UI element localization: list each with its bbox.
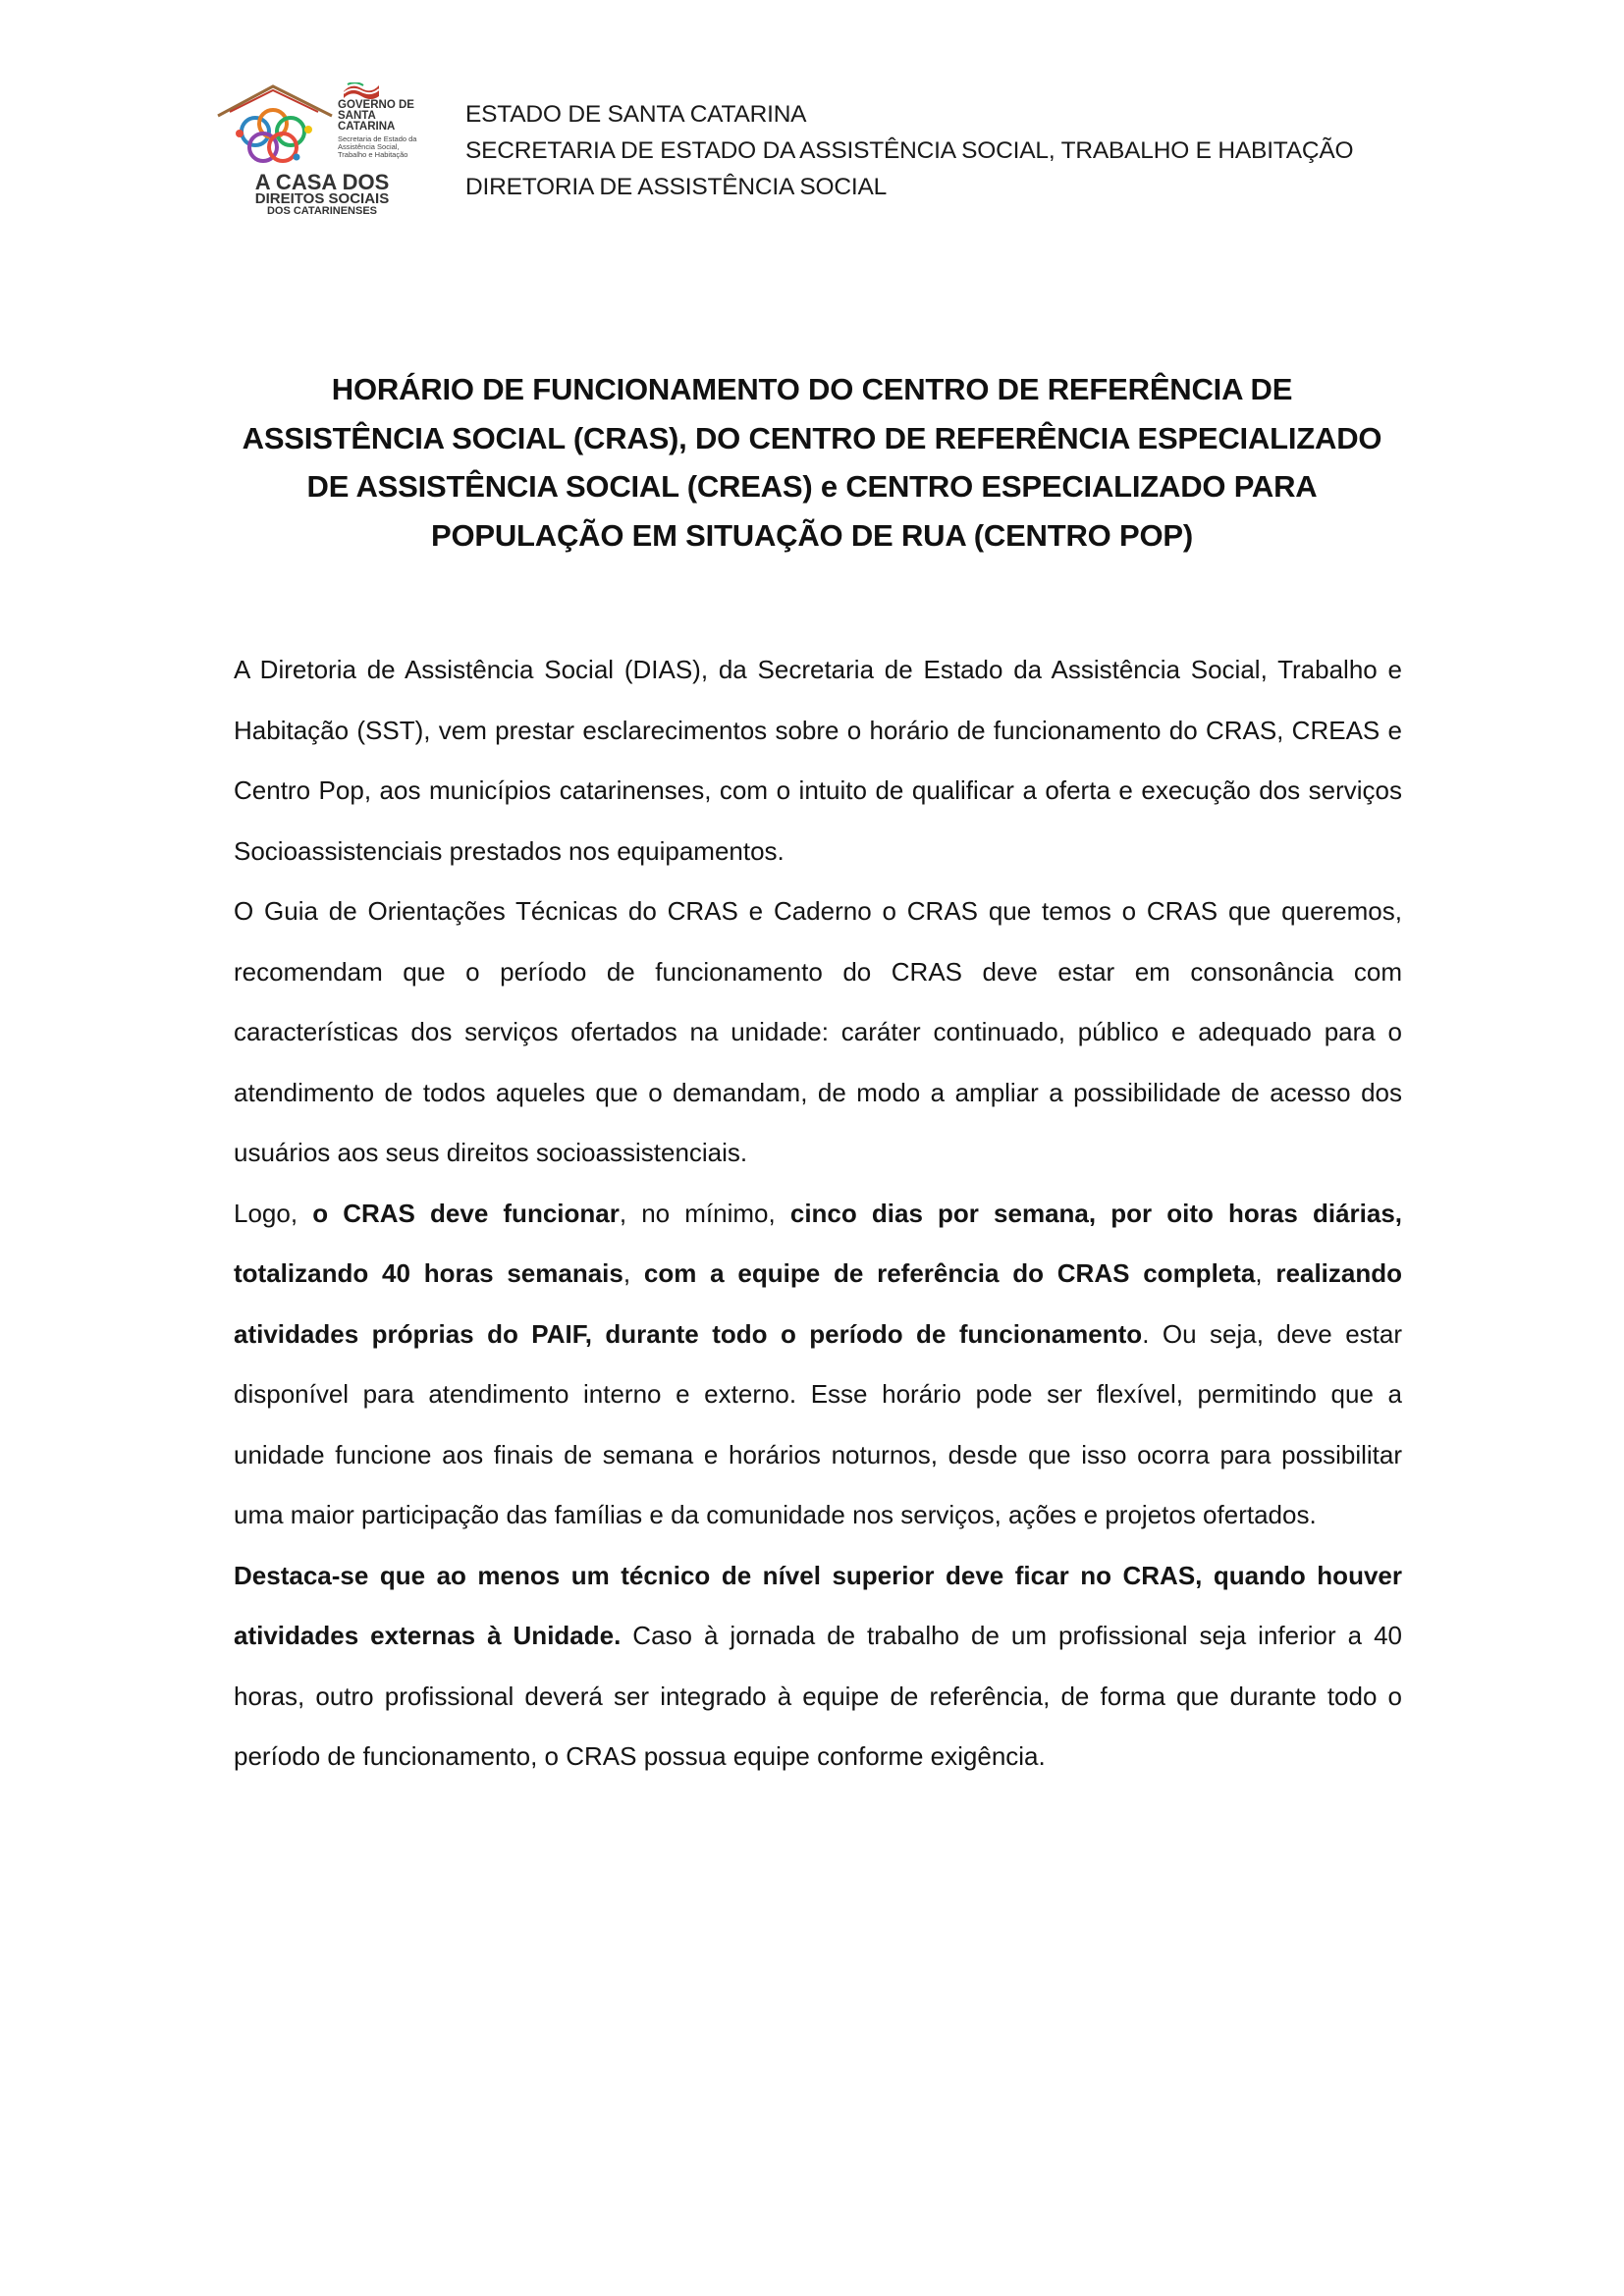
logo	[212, 80, 420, 218]
text-run: , no mínimo,	[619, 1198, 790, 1228]
header-state: ESTADO DE SANTA CATARINA	[465, 101, 807, 128]
paragraph-4	[234, 1546, 1402, 1788]
text-run: . Ou seja, deve estar disponível para atendimento interno e externo. Esse horário pode ser flexível, permitindo que a unidade funcione aos finais de semana e horários noturnos, desde que isso ocorra para possibilitar uma maior participação das famílias e da comunidade nos serviços, ações e projetos ofertados.	[234, 1318, 1402, 1529]
logo-line-3: DOS CATARINENSES	[266, 205, 378, 217]
title-line: ASSISTÊNCIA SOCIAL (CRAS), DO CENTRO DE REFERÊNCIA ESPECIALIZADO	[242, 420, 1382, 455]
header-directorate: DIRETORIA DE ASSISTÊNCIA SOCIAL	[465, 174, 888, 200]
bold-run: cinco dias por semana, por oito horas diárias, totalizando 40 horas semanais	[234, 1198, 1403, 1288]
document-title	[226, 365, 1398, 560]
paragraph-1: A Diretoria de Assistência Social (DIAS), da Secretaria de Estado da Assistência Social, Trabalho e Habitação (SST), vem prestar esclarecimentos sobre o horário de funcionamento do CRAS, CREAS e Centro Pop, aos municípios catarinenses, com o intuito de qualificar a oferta e execução dos serviços Socioassistenciais prestados nos equipamentos.	[234, 655, 1402, 866]
gov-subtitle: Secretaria de Estado da Assistência Social, Trabalho e Habitação	[338, 134, 417, 159]
government-emblem	[338, 82, 418, 181]
letterhead-text	[465, 96, 1437, 205]
letterhead	[212, 80, 1439, 228]
text-run: Caso à jornada de trabalho de um profissional seja inferior a 40 horas, outro profissional deverá ser integrado à equipe de referência, de forma que durante todo o período de funcionamento, o CRAS possua equipe conforme exigência.	[234, 1621, 1402, 1771]
bold-run: o CRAS deve funcionar	[312, 1198, 620, 1228]
text-run: ,	[623, 1258, 644, 1288]
title-line: POPULAÇÃO EM SITUAÇÃO DE RUA (CENTRO POP)	[430, 517, 1193, 553]
gov-title: GOVERNO DE SANTA CATARINA	[338, 99, 414, 133]
bold-run: realizando atividades próprias do PAIF, durante todo o período de funcionamento	[234, 1258, 1402, 1349]
bold-run: Destaca-se que ao menos um técnico de nível superior deve ficar no CRAS, quando houver atividades externas à Unidade.	[234, 1560, 1402, 1650]
text-run: ,	[1255, 1258, 1276, 1288]
header-secretariat: SECRETARIA DE ESTADO DA ASSISTÊNCIA SOCIAL, TRABALHO E HABITAÇÃO	[465, 137, 1354, 164]
logo-line-2: DIREITOS SOCIAIS	[254, 190, 390, 207]
bold-run: com a equipe de referência do CRAS completa	[643, 1258, 1256, 1288]
paragraph-2: O Guia de Orientações Técnicas do CRAS e Caderno o CRAS que temos o CRAS que queremos, recomendam que o período de funcionamento do CRAS deve estar em consonância com características dos serviços ofertados na unidade: caráter continuado, público e adequado para o atendimento de todos aqueles que o demandam, de modo a ampliar a possibilidade de acesso dos usuários aos seus direitos socioassistenciais.	[234, 896, 1402, 1167]
flag-icon	[342, 82, 381, 100]
document-body	[234, 640, 1402, 1788]
paragraph-3	[234, 1184, 1402, 1546]
title-line: DE ASSISTÊNCIA SOCIAL (CREAS) e CENTRO ESPECIALIZADO PARA	[306, 469, 1318, 504]
title-line: HORÁRIO DE FUNCIONAMENTO DO CENTRO DE REFERÊNCIA DE	[331, 372, 1293, 406]
logo-wordmark	[226, 170, 418, 217]
text-run: Logo,	[234, 1198, 313, 1228]
logo-line-1: A CASA DOS	[254, 170, 390, 194]
